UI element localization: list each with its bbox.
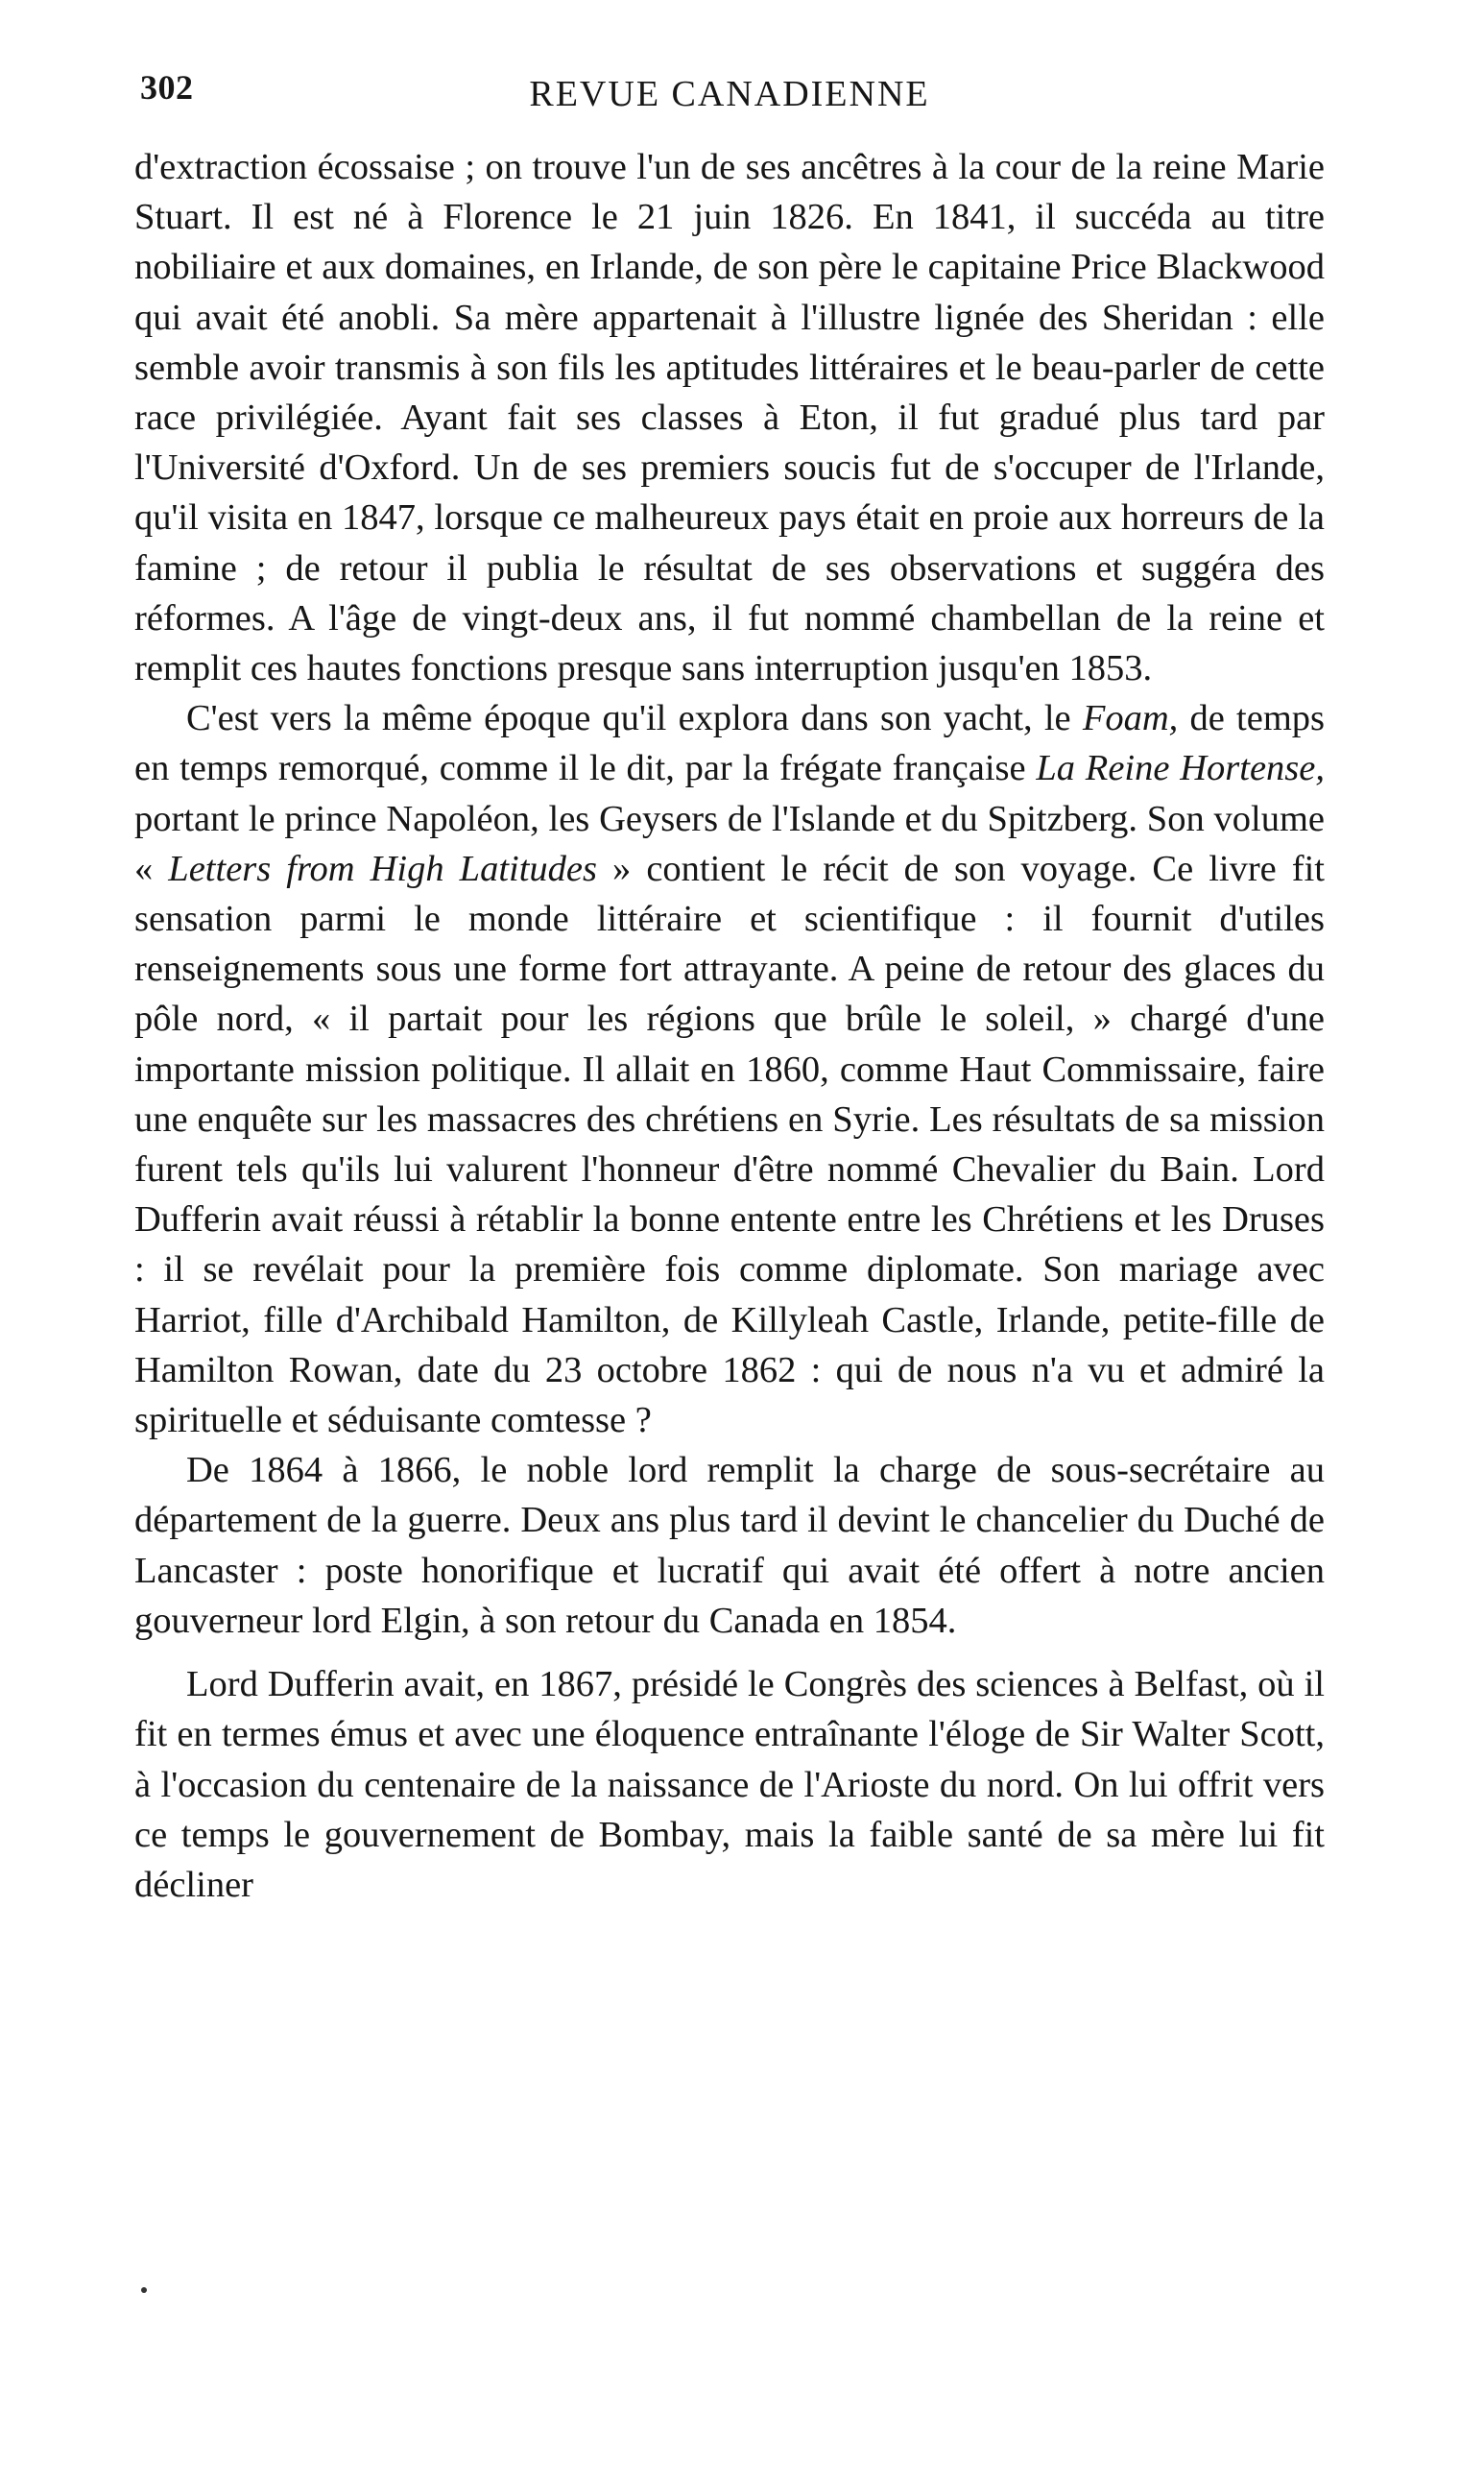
body-text [134,142,1325,1910]
paragraph-2-text-4: » contient le récit de son voyage. Ce livre fit sensation parmi le monde littéraire et scientifique : il fournit d'utiles renseignements sous une forme fort attrayante. A peine de retour des glaces du pôle nord, « il partait pour les régions que brûle le soleil, » chargé d'une importante mission politique. Il allait en 1860, comme Haut Commissaire, faire une enquête sur les massacres des chrétiens en Syrie. Les résultats de sa mission furent tels qu'ils lui valurent l'honneur d'être nommé Chevalier du Bain. Lord Dufferin avait réussi à rétablir la bonne entente entre les Chrétiens et les Druses : il se revélait pour la première fois comme diplomate. Son mariage avec Harriot, fille d'Archibald Hamilton, de Killyleah Castle, Irlande, petite-fille de Hamilton Rowan, date du 23 octobre 1862 : qui de nous n'a vu et admiré la spirituelle et séduisante comtesse ? [134,848,1325,1441]
paragraph-2 [134,693,1325,1445]
stray-dot-mark [141,2287,147,2293]
paragraph-2-text-1: C'est vers la même époque qu'il explora dans son yacht, le [186,698,1083,739]
book-title: Letters from High Latitudes [168,848,597,889]
running-head: REVUE CANADIENNE [529,74,930,114]
frigate-name: La Reine Hortense, [1036,748,1325,789]
paragraph-3: De 1864 à 1866, le noble lord remplit la charge de sous-secrétaire au département de la guerre. Deux ans plus tard il devint le chancelier du Duché de Lancaster : poste honorifique et lucratif qui avait été offert à notre ancien gouverneur lord Elgin, à son retour du Canada en 1854. [134,1450,1325,1641]
paragraph-2-text-3: portant le prince Napoléon, les Geysers de l'Islande et du Spitzberg. Son volume « [134,798,1325,889]
page-number: 302 [140,68,194,107]
page-header [134,60,1325,117]
yacht-name: Foam, [1082,698,1179,739]
paragraph-1: d'extraction écossaise ; on trouve l'un de ses ancêtres à la cour de la reine Marie Stuart. Il est né à Florence le 21 juin 1826. En 1841, il succéda au titre nobiliaire et aux domaines, en Irlande, de son père le capitaine Price Blackwood qui avait été anobli. Sa mère appartenait à l'illustre lignée des Sheridan : elle semble avoir transmis à son fils les aptitudes littéraires et le beau-parler de cette race privilégiée. Ayant fait ses classes à Eton, il fut gradué plus tard par l'Université d'Oxford. Un de ses premiers soucis fut de s'occuper de l'Irlande, qu'il visita en 1847, lorsque ce malheureux pays était en proie aux horreurs de la famine ; de retour il publia le résultat de ses observations et suggéra des réformes. A l'âge de vingt-deux ans, il fut nommé chambellan de la reine et remplit ces hautes fonctions presque sans interruption jusqu'en 1853. [134,147,1325,689]
paragraph-4: Lord Dufferin avait, en 1867, présidé le Congrès des sciences à Belfast, où il fit en termes émus et avec une éloquence entraînante l'éloge de Sir Walter Scott, à l'occasion du centenaire de la naissance de l'Arioste du nord. On lui offrit vers ce temps le gouvernement de Bombay, mais la faible santé de sa mère lui fit décliner [134,1664,1325,1905]
paragraph-2-text-2: de temps en temps remorqué, comme il le dit, par la frégate française [134,698,1325,789]
